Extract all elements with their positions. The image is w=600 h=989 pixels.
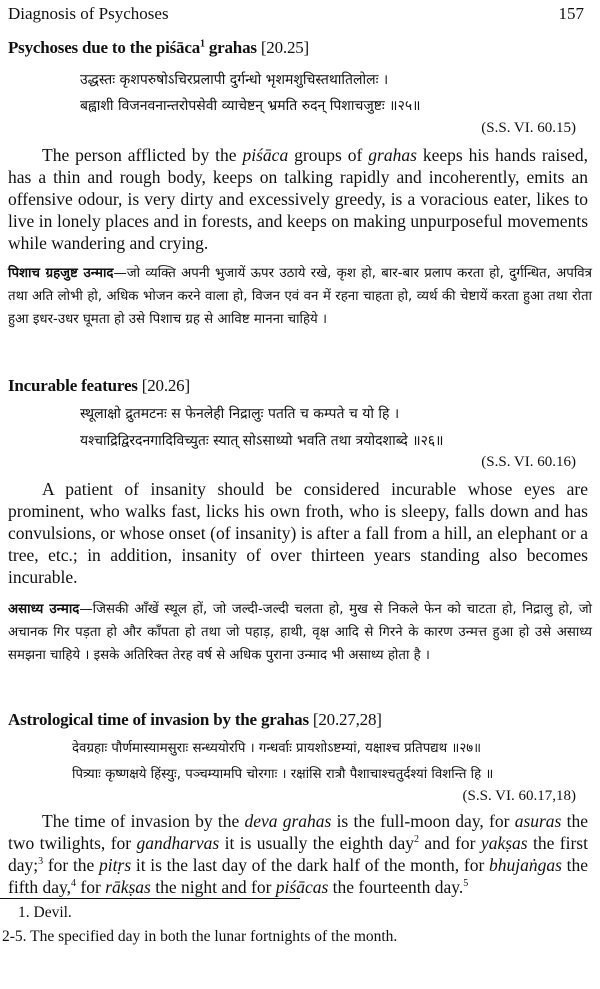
sanskrit-verse-line: यश्चाद्रिद्विरदनगादिविच्युतः स्यात् सोऽसाध्यो भवति तथा त्रयोदशाब्दे ॥२६॥ [80,433,444,449]
page-number: 157 [558,4,584,23]
translation-paragraph: A patient of insanity should be considered incurable whose eyes are prominent, who walks fast, licks his own froth, who is sleepy, falls down and has convulsions, or whose onset (of insanity) is after a fall from a hill, an elephant or a tree, etc.; in addition, insanity of over thirteen years standing also becomes incurable. [8,479,588,587]
sanskrit-verse-line: बह्वाशी विजनवनान्तरोपसेवी व्याचेष्टन् भ्रमति रुदन् पिशाचजुष्टः ॥२५॥ [80,98,421,114]
footnote-ref-1: 1 [200,38,205,50]
translation-paragraph: The time of invasion by the deva grahas is the full-moon day, for asuras the two twilights, for gandharvas it is usually the eighth day$^2$ and for yakṣas the first day;$^3$ for the pitṛs it is the last day of the dark half of the month, for bhujaṅgas the fifth day,$^4$ for rākṣas the night and for piśācas the fourteenth day.$^5$ [8,811,588,897]
verse-reference: (S.S. VI. 60.17,18) [462,788,576,804]
hindi-commentary: पिशाच ग्रहजुष्ट उन्माद—जो व्यक्ति अपनी भुजायें ऊपर उठाये रखे, कृश हो, बार-बार प्रलाप करता हो, दुर्गन्धित, अपवित्र तथा अति लोभी हो, अधिक भोजन करने वाला हो, विजन एवं वन में रहना चाहता हो, व्यर्थ की चेष्टायें करता हुआ तथा रोता हुआ इधर-उधर घूमता हो उसे पिशाच ग्रह से आविष्ट मानना चाहिये । [8,266,592,327]
section-heading-pisaca: Psychoses due to the piśāca$^1$ grahas [20.25] [8,38,310,57]
verse-reference: (S.S. VI. 60.16) [481,454,576,470]
footnote-ref-3: 3 [38,856,44,868]
footnote-2-5: 2-5. The specified day in both the lunar fortnights of the month. [2,928,398,945]
footnote-divider [0,898,300,899]
sanskrit-verse-line: स्थूलाक्षो द्रुतमटनः स फेनलेही निद्रालुः पतति च कम्पते च यो हि । [80,406,400,422]
footnote-ref-2: 2 [414,834,419,846]
section-heading-astrological: Astrological time of invasion by the grahas [20.27,28] [8,710,382,729]
footnote-ref-5: 5 [463,878,469,890]
footnote-1: 1. Devil. [18,904,72,921]
verse-reference: (S.S. VI. 60.15) [481,120,576,136]
footnote-ref-4: 4 [71,878,77,890]
translation-paragraph: The person afflicted by the piśāca groups of grahas keeps his hands raised, has a thin and rough body, keeps on talking rapidly and incoherently, emits an offensive odour, is very dirty and excessively greedy, is a voracious eater, likes to live in lonely places and in forests, and keeps on making unpurposeful movements while wandering and crying. [8,145,588,253]
sanskrit-verse-line: पित्र्याः कृष्णक्षये हिंस्युः, पञ्चम्यामपि चोरगाः । रक्षांसि रात्रौ पैशाचाश्चतुर्दश्यां विशन्ति हि ॥ [72,767,494,782]
sanskrit-verse-line: उद्धस्तः कृशपरुषोऽचिरप्रलापी दुर्गन्धो भृशमशुचिस्तथातिलोलः । [80,72,389,88]
sanskrit-verse-line: देवग्रहाः पौर्णमास्यामसुराः सन्ध्ययोरपि । गन्धर्वाः प्रायशोऽष्टम्यां, यक्षाश्च प्रतिपद्यथ ॥२७॥ [72,741,482,756]
hindi-commentary: असाध्य उन्माद—जिसकी आँखें स्थूल हों, जो जल्दी-जल्दी चलता हो, मुख से निकले फेन को चाटता हो, निद्रालु हो, जो अचानक गिर पड़ता हो और काँपता हो तथा जो पहाड़, हाथी, वृक्ष आदि से गिरने के कारण उन्मत्त हुआ हो उसे असाध्य समझना चाहिये । इसके अतिरिक्त तेरह वर्ष से अधिक पुराना उन्माद भी असाध्य होता है । [8,602,592,663]
running-title: Diagnosis of Psychoses [8,4,169,23]
section-heading-incurable: Incurable features [20.26] [8,376,190,395]
